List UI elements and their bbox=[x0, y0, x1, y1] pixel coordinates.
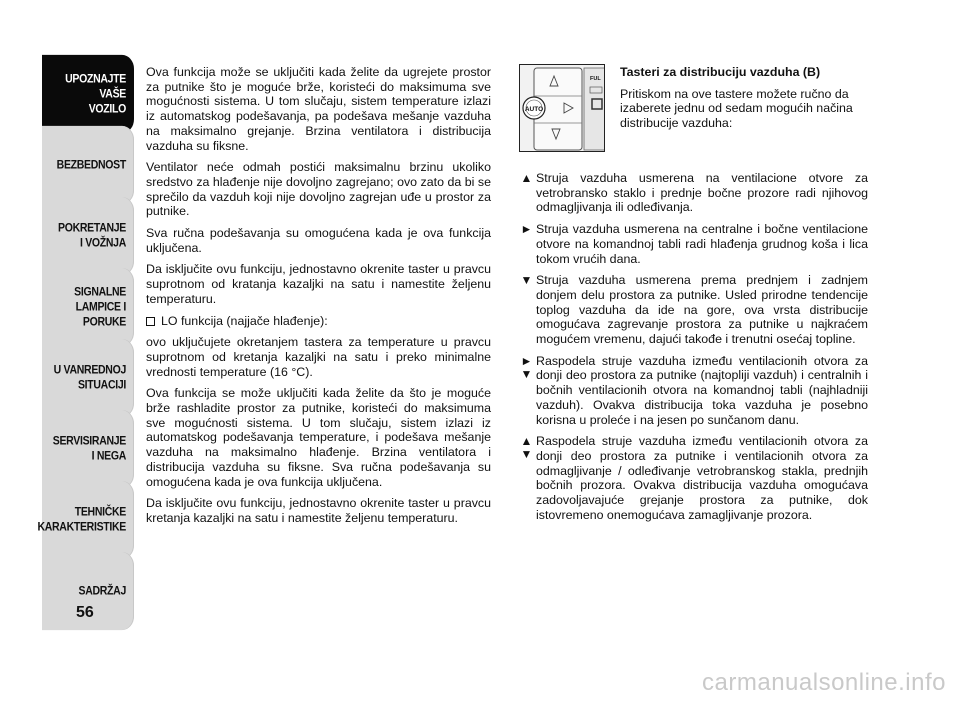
air-distribution-intro bbox=[620, 65, 870, 131]
air-distribution-panel-illustration bbox=[519, 64, 605, 152]
paragraph: Da isključite ovu funkciju, jednostavno okrenite taster u pravcu suprotnom od kratanja kazaljki na satu i namestite željenu temperaturu. bbox=[146, 262, 491, 306]
list-item: ▼ Struja vazduha usmerena prema prednjem i zadnjem donjem delu prostora za putnike. Usled prirodne tendencije toplog vazduha da ide na gore, ova vrsta distribucije omogućava zagrevanje prostora za putnike u najkraćem mogućem vremenu, dajući takođe i trenutni osećaj topline. bbox=[520, 273, 868, 347]
tab-u-vanrednoj-situaciji[interactable]: U VANREDNOJ SITUACIJI bbox=[42, 339, 134, 417]
list-item: ► Struja vazduha usmerena na centralne i bočne ventilacione otvore na komandnoj tabli radi hlađenja grudnog koša i lica tokom vrućih dana. bbox=[520, 222, 868, 266]
tab-sadrzaj[interactable]: SADRŽAJ bbox=[42, 552, 134, 630]
paragraph: Ova funkcija se može uključiti kada želite da što je moguće brže rashladite prostor za putnike, koristeći do maksimuma sve mogućnosti sistema. U tom slučaju, sistem izlazi iz automatskog podešavanja temperature, i podešava mešanje vazduha na maksimalno hlađenje. Brzina ventilatora i distribucija vazduha su fiksne. Sva ručna podešavanja su omogućena kada je ova funkcija uključena. bbox=[146, 386, 491, 489]
intro-paragraph: Pritiskom na ove tastere možete ručno da izaberete jednu od sedam mogućih načina distribucije vazduha: bbox=[620, 86, 853, 131]
paragraph: Da isključite ovu funkciju, jednostavno okrenite taster u pravcu kretanja kazaljki na satu i namestite željenu temperaturu. bbox=[146, 496, 491, 525]
triangle-up-icon: ▲ bbox=[520, 434, 533, 449]
triangle-down-icon: ▼ bbox=[520, 447, 533, 462]
panel-drawing-icon bbox=[520, 65, 605, 152]
triangle-down-icon: ▼ bbox=[520, 273, 533, 288]
tab-signalne-lampice[interactable]: SIGNALNE LAMPICE I PORUKE bbox=[42, 268, 134, 346]
paragraph: Ova funkcija može se uključiti kada želite da ugrejete prostor za putnike što je moguće brže, koristeći do maksimuma sve mogućnosti sistema. U tom slučaju, sistem temperature izlazi iz automatskog podešavanja, pa podešava mešanje vazduha na maksimalno grejanje. Brzina ventilatora i distribucija vazduha su fiksne. bbox=[146, 65, 491, 153]
list-item: ► ▼ Raspodela struje vazduha između ventilacionih otvora za donji deo prostora za putnike (najtopliji vazduh) i centralnih i bočnih ventilacionih otvora na komandnoj tabli (najhladniji vazduh). Ovakva distribucija toka vazduha je posebno korisna u proleće i na jesen po sunčanom danu. bbox=[520, 353, 868, 427]
watermark: carmanualsonline.info bbox=[702, 669, 946, 696]
paragraph: Ventilator neće odmah postići maksimalnu brzinu ukoliko sredstvo za hlađenje nije dovoljno zagrejano; ovo zato da bi se sprečilo da vazduh koji nije dovoljno zagrejan uđe u prostor za putnike. bbox=[146, 160, 491, 219]
left-text-column bbox=[146, 65, 491, 533]
page-number: 56 bbox=[76, 604, 94, 621]
tab-tehnicke-karakteristike[interactable]: TEHNIČKE KARAKTERISTIKE bbox=[42, 481, 134, 559]
svg-text:FUL: FUL bbox=[590, 76, 601, 82]
distribution-modes-list bbox=[517, 171, 868, 529]
paragraph: Sva ručna podešavanja su omogućena kada je ova funkcija uključena. bbox=[146, 226, 491, 255]
svg-text:AUTO: AUTO bbox=[524, 106, 544, 113]
tab-servisiranje-i-nega[interactable]: SERVISIRANJE I NEGA bbox=[42, 410, 134, 488]
triangle-right-icon: ► bbox=[520, 353, 533, 368]
tab-bezbednost[interactable]: BEZBEDNOST bbox=[42, 126, 134, 204]
tab-upoznajte-vase-vozilo[interactable]: UPOZNAJTE VAŠE VOZILO bbox=[42, 55, 134, 133]
square-bullet-icon bbox=[146, 317, 155, 326]
section-heading: Tasteri za distribuciju vazduha (B) bbox=[620, 65, 821, 79]
triangle-right-icon: ► bbox=[520, 222, 533, 237]
paragraph: ovo uključujete okretanjem tastera za temperature u pravcu suprotnom od kretanja kazaljki na satu i preko minimalne vrednosti temperature (16 °C). bbox=[146, 335, 491, 379]
triangle-up-icon: ▲ bbox=[520, 171, 533, 185]
tab-pokretanje-i-voznja[interactable]: POKRETANJE I VOŽNJA bbox=[42, 197, 134, 275]
list-item: ▲ Struja vazduha usmerena na ventilacione otvore za vetrobransko staklo i prednje bočne prozore radi njihovog odmagljivanja ili odleđivanja. bbox=[520, 171, 868, 215]
triangle-down-icon: ▼ bbox=[520, 366, 533, 381]
list-item: ▲ ▼ Raspodela struje vazduha između ventilacionih otvora za donji deo prostora za putnike i ventilacionih otvora za odmagljivanje / odleđivanje vetrobranskog stakla, prednjih bočnih prozora. Ovakva distribucija vazduha omogućava zadovoljavajuće grejanje prostora za putnike, dok istovremeno onemogućava zamagljivanje prozora. bbox=[520, 434, 868, 522]
lo-function-heading: LO funkcija (najjače hlađenje): bbox=[146, 314, 491, 329]
